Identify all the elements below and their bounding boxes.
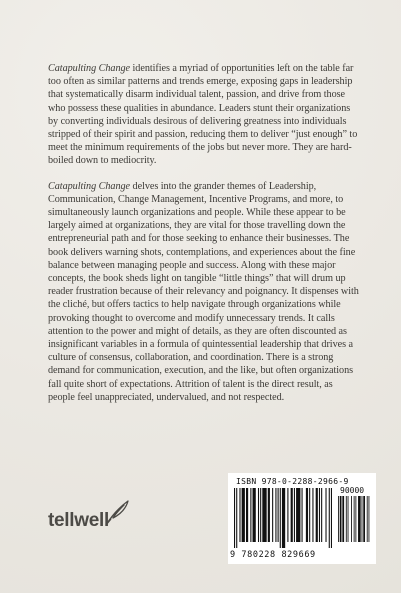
book-title-italic: Catapulting Change (48, 63, 131, 74)
blurb-paragraph-1 (48, 62, 362, 168)
barcode-area (228, 473, 376, 564)
quill-feather-icon (102, 498, 132, 528)
isbn-label: ISBN 978-0-2288-2966-9 (236, 477, 349, 486)
paragraph-text: identifies a myriad of opportunities left on the table far too often as similar patterns and trends emerge, exposing gaps in leadership that systematically disarm individual talent, passion, and drive from those who possess these qualities in abundance. Leaders stunt their organizations by converting individuals desirous of delivering greatness into individuals stripped of their spirit and passion, reducing them to deliver “just enough” to meet the minimum requirements of the jobs but never more. They are hard-boiled down to mediocrity. (48, 63, 358, 167)
addon-barcode (338, 496, 372, 548)
blurb-paragraph-2 (48, 180, 362, 404)
publisher-logo (48, 504, 130, 534)
price-addon-number: 90000 (340, 486, 365, 495)
blurb (48, 62, 362, 416)
ean13-barcode (234, 488, 332, 548)
publisher-name: tellwell (48, 510, 109, 531)
paragraph-text: delves into the grander themes of Leadership, Communication, Change Management, Incentive Programs, and more, to simultaneously launch organizations and people. While these appear to be largely aimed at organizations, they are vital for those travelling down the entrepreneurial path and for those seeking to enhance their businesses. The book delivers warning shots, contemplations, and experiences about the fine balance between managing people and success. Along with these major concepts, the book sheds light on tangible “little things” that will drum up reader frustration because of their relevancy and poignancy. It dispenses with the cliché, but offers tactics to help navigate through organizations while provoking thought to overcome and modify unnecessary trends. It calls attention to the power and might of details, as they are often discounted as insignificant variables in a formula of quintessential leadership that drives a culture of consensus, collaboration, and coordination. There is a strong demand for communication, execution, and the like, but often organizations fall quite short of expectations. Attrition of talent is the direct result, as people feel unappreciated, undervalued, and not respected. (48, 180, 359, 403)
barcode-digits: 9 780228 829669 (230, 550, 316, 560)
book-title-italic: Catapulting Change (48, 180, 131, 192)
